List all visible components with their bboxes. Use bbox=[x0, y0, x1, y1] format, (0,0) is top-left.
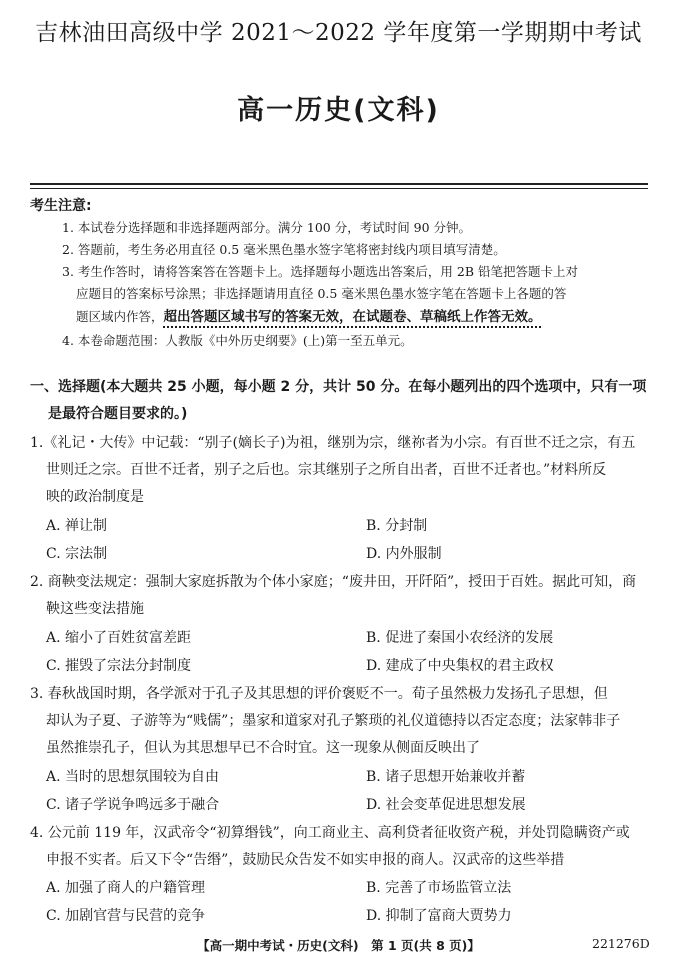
option-a: A. 当时的思想氛围较为自由 bbox=[46, 769, 220, 785]
question-line: 4. 公元前 119 年，汉武帝令“初算缗钱”，向工商业主、高利贷者征收资产税，并处罚隐瞒资产或 bbox=[30, 825, 630, 841]
option-c: C. 诸子学说争鸣远多于融合 bbox=[46, 797, 220, 813]
option-b: B. 完善了市场监管立法 bbox=[366, 880, 512, 896]
option-d: D. 社会变革促进思想发展 bbox=[366, 797, 526, 813]
option-d: D. 抑制了富商大贾势力 bbox=[366, 908, 512, 924]
section-heading-cont: 是最符合题目要求的。) bbox=[48, 406, 188, 422]
question-line: 映的政治制度是 bbox=[46, 489, 144, 505]
question-line: 3. 春秋战国时期，各学派对于孔子及其思想的评价褒贬不一。荀子虽然极力发扬孔子思想，但 bbox=[30, 686, 608, 702]
exam-title: 吉林油田高级中学 2021～2022 学年度第一学期期中考试 bbox=[35, 20, 642, 46]
question-line: 世则迁之宗。百世不迁者，别子之后也。宗其继别子之所自出者，百世不迁者也。”材料所反 bbox=[46, 462, 607, 478]
option-a: A. 加强了商人的户籍管理 bbox=[46, 880, 206, 896]
option-c: C. 宗法制 bbox=[46, 546, 108, 562]
question-line: 申报不实者。后又下令“告缗”，鼓励民众告发不如实申报的商人。汉武帝的这些举措 bbox=[46, 852, 565, 868]
question-line: 却认为子夏、子游等为“贱儒”；墨家和道家对孔子繁琐的礼仪道德持以否定态度；法家韩非子 bbox=[46, 713, 621, 729]
notice-item-3-line-1: 3. 考生作答时，请将答案答在答题卡上。选择题每小题选出答案后，用 2B 铅笔把答题卡上对 bbox=[62, 264, 578, 279]
notice-item-4: 4. 本卷命题范围：人教版《中外历史纲要》(上)第一至五单元。 bbox=[62, 333, 413, 348]
question-line: 1.《礼记・大传》中记载：“别子(嫡长子)为祖，继别为宗，继祢者为小宗。有百世不迁之宗，有五 bbox=[30, 435, 636, 451]
paper-code: 221276D bbox=[592, 936, 650, 951]
option-b: B. 分封制 bbox=[366, 518, 428, 534]
notice-item-2: 2. 答题前，考生务必用直径 0.5 毫米黑色墨水签字笔将密封线内项目填写清楚。 bbox=[62, 242, 506, 257]
notice-title: 考生注意: bbox=[30, 198, 92, 214]
option-c: C. 摧毁了宗法分封制度 bbox=[46, 658, 192, 674]
option-b: B. 促进了秦国小农经济的发展 bbox=[366, 630, 554, 646]
option-a: A. 禅让制 bbox=[46, 518, 108, 534]
option-c: C. 加剧官营与民营的竞争 bbox=[46, 908, 206, 924]
option-d: D. 建成了中央集权的君主政权 bbox=[366, 658, 554, 674]
question-line: 鞅这些变法措施 bbox=[46, 601, 144, 617]
divider-line-thin bbox=[30, 188, 648, 189]
notice-item-3-line-2: 应题目的答案标号涂黑；非选择题请用直径 0.5 毫米黑色墨水签字笔在答题卡上各题的答 bbox=[76, 286, 567, 301]
option-a: A. 缩小了百姓贫富差距 bbox=[46, 630, 192, 646]
page-footer: 【高一期中考试・历史(文科) 第 1 页(共 8 页)】 bbox=[197, 938, 480, 953]
notice-emphasis-text: 超出答题区域书写的答案无效，在试题卷、草稿纸上作答无效。 bbox=[163, 309, 542, 325]
divider-line bbox=[30, 183, 648, 185]
option-b: B. 诸子思想开始兼收并蓄 bbox=[366, 769, 526, 785]
notice-item-3-line-3 bbox=[76, 305, 542, 325]
notice-item-3-text: 题区域内作答， bbox=[76, 309, 164, 324]
question-line: 2. 商鞅变法规定：强制大家庭拆散为个体小家庭；“废井田，开阡陌”，授田于百姓。据此可知，商 bbox=[30, 574, 637, 590]
option-d: D. 内外服制 bbox=[366, 546, 442, 562]
question-line: 虽然推崇孔子，但认为其思想早已不合时宜。这一现象从侧面反映出了 bbox=[46, 740, 480, 756]
exam-subject-title: 高一历史(文科) bbox=[237, 95, 440, 126]
notice-item-1: 1. 本试卷分选择题和非选择题两部分。满分 100 分，考试时间 90 分钟。 bbox=[62, 220, 472, 235]
section-heading: 一、选择题(本大题共 25 小题，每小题 2 分，共计 50 分。在每小题列出的四个选项中，只有一项 bbox=[30, 379, 647, 395]
